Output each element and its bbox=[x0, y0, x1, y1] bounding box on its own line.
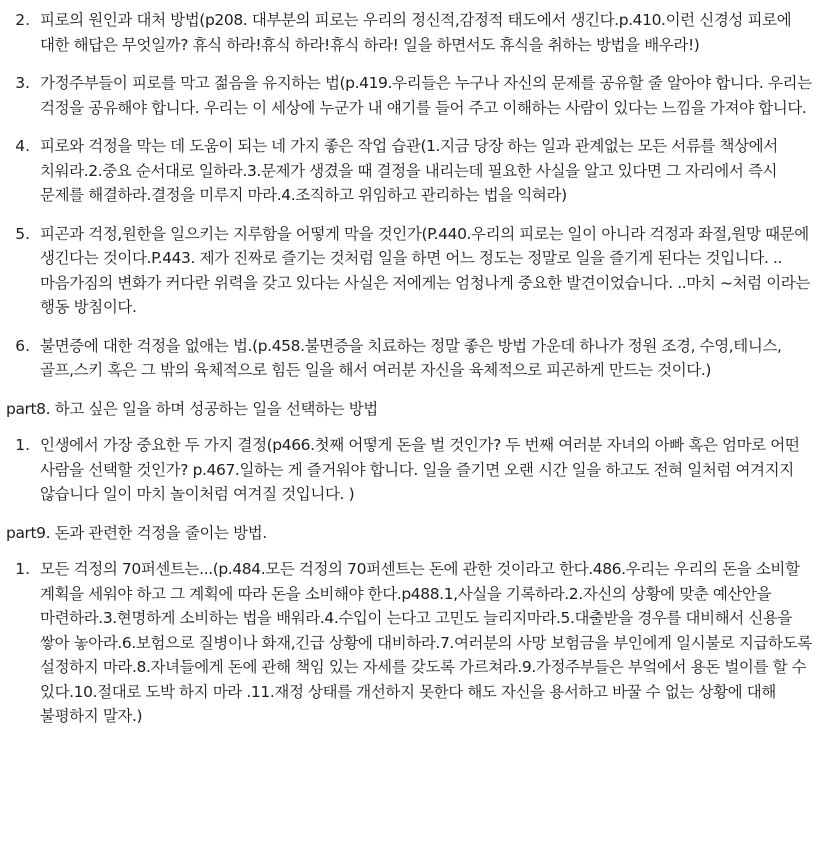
list-item-text: 인생에서 가장 중요한 두 가지 결정(p466.첫째 어떻게 돈을 벌 것인가? 두 번째 여러분 자녀의 아빠 혹은 엄마로 어떤 사람을 선택할 것인가? p.467.일하는 게 즐거워야 합니다. 일을 즐기면 오랜 시간 일을 하고도 전혀 일처럼 여겨지지 않습니다 일이 마치 놀이처럼 여겨질 것입니다. ) bbox=[40, 436, 800, 503]
list-item-text: 피로와 걱정을 막는 데 도움이 되는 네 가지 좋은 작업 습관(1.지금 당장 하는 일과 관계없는 모든 서류를 책상에서 치워라.2.중요 순서대로 일하라.3.문제가 생겼을 때 결정을 내리는데 필요한 사실을 알고 있다면 그 자리에서 즉시 문제를 해결하라.결정을 미루지 마라.4.조직하고 위임하고 관리하는 법을 익혀라) bbox=[40, 137, 778, 204]
list-item-text: 가정주부들이 피로를 막고 젊음을 유지하는 법(p.419.우리들은 누구나 자신의 문제를 공유할 줄 알아야 합니다. 우리는 걱정을 공유해야 합니다. 우리는 이 세상에 누군가 내 얘기를 들어 주고 이해하는 사람이 있다는 느낌을 가져야 합니다. bbox=[40, 74, 812, 117]
list-item-text: 피로의 원인과 대처 방법(p208. 대부분의 피로는 우리의 정신적,감정적 태도에서 생긴다.p.410.이런 신경성 피로에 대한 해답은 무엇일까? 휴식 하라!휴식 하라!휴식 하라! 일을 하면서도 휴식을 취하는 방법을 배우라!) bbox=[40, 11, 792, 54]
list-item bbox=[6, 334, 813, 383]
list-item-number: 4. bbox=[15, 137, 30, 155]
list-item-number: 2. bbox=[15, 11, 30, 29]
list-item bbox=[6, 8, 813, 57]
part8-heading: part8. 하고 싶은 일을 하며 성공하는 일을 선택하는 방법 bbox=[6, 399, 378, 418]
list-item-number: 6. bbox=[15, 336, 30, 355]
list-item-text: 피곤과 걱정,원한을 일으키는 지루함을 어떻게 막을 것인가(P.440.우리의 피로는 일이 아니라 걱정과 좌절,원망 때문에 생긴다는 것이다.P.443. 제가 진짜로 즐기는 것처럼 일을 하면 어느 정도는 정말로 일을 즐기게 된다는 것입니다. ..마음가짐의 변화가 커다란 위력을 갖고 있다는 사실은 저에게는 엄청나게 중요한 발견이었습니다. ..마치 ~처럼 이라는 행동 방침이다. bbox=[40, 224, 810, 316]
list-item bbox=[6, 71, 813, 120]
list-item-number: 1. bbox=[15, 560, 30, 578]
list-item-number: 1. bbox=[15, 436, 30, 454]
list-item bbox=[6, 222, 813, 320]
part8-list bbox=[6, 433, 813, 507]
part7-list bbox=[6, 8, 813, 383]
part9-heading: part9. 돈과 관련한 걱정을 줄이는 방법. bbox=[6, 523, 267, 542]
list-item-text: 모든 걱정의 70퍼센트는...(p.484.모든 걱정의 70퍼센트는 돈에 관한 것이라고 한다.486.우리는 우리의 돈을 소비할 계획을 세워야 하고 그 계획에 따라 돈을 소비해야 한다.p488.1,사실을 기록하라.2.자신의 상황에 맞춘 예산안을 마련하라.3.현명하게 소비하는 법을 배워라.4.수입이 는다고 고민도 늘리지마라.5.대출받을 경우를 대비해서 신용을 쌓아 놓아라.6.보험으로 질병이나 화재,긴급 상황에 대비하라.7.여러분의 사망 보험금을 부인에게 일시불로 지급하도록 설정하지 마라.8.자녀들에게 돈에 관해 책임 있는 자세를 갖도록 가르쳐라.9.가정주부들은 부엌에서 용돈 벌이를 할 수 있다.10.절대로 도박 하지 마라 .11.재정 상태를 개선하지 못한다 해도 자신을 용서하고 바꿀 수 없는 상황에 대해 불평하지 말자.) bbox=[40, 560, 812, 725]
list-item bbox=[6, 134, 813, 208]
list-item-number: 5. bbox=[15, 224, 30, 243]
list-item-number: 3. bbox=[15, 74, 30, 92]
list-item bbox=[6, 433, 813, 507]
list-item-text: 불면증에 대한 걱정을 없애는 법.(p.458.불면증을 치료하는 정말 좋은 방법 가운데 하나가 정원 조경, 수영,테니스,골프,스키 혹은 그 밖의 육체적으로 힘든 일을 해서 여러분 자신을 육체적으로 피곤하게 만드는 것이다.) bbox=[40, 336, 782, 379]
part9-list bbox=[6, 557, 813, 729]
list-item bbox=[6, 557, 813, 729]
